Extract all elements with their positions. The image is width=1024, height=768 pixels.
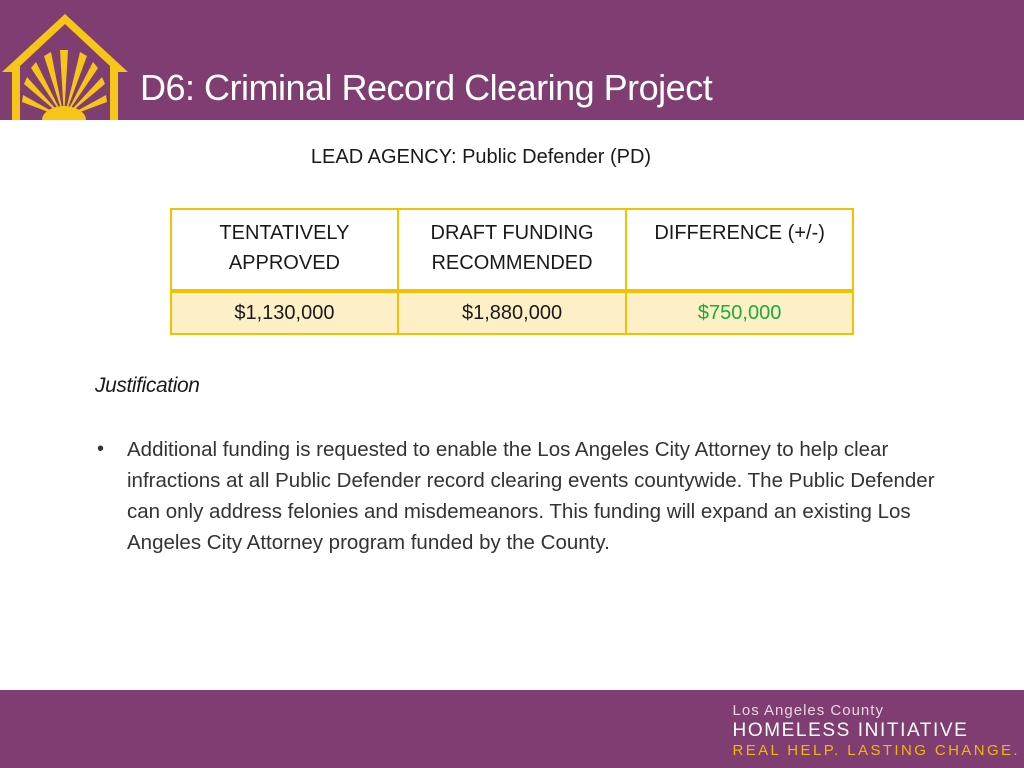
bullet-icon: • (97, 438, 105, 460)
footer-bar (0, 690, 1024, 768)
bullet-text: Additional funding is requested to enable the Los Angeles City Attorney to help clear infractions at all Public Defender record clearing events countywide. The Public Defender can only address felonies and misdemeanors. This funding will expand an existing Los Angeles City Attorney program funded by the County. (127, 438, 935, 554)
sunburst-house-icon (0, 10, 130, 120)
brand-logo (733, 702, 1020, 760)
tentatively-approved-value: $1,130,000 (171, 291, 398, 334)
table-header-row (171, 209, 853, 291)
justification-list (95, 434, 955, 558)
table-row (171, 291, 853, 334)
slide-title: D6: Criminal Record Clearing Project (140, 67, 713, 108)
brand-county: Los Angeles County (732, 702, 884, 719)
difference-value: $750,000 (626, 291, 853, 334)
funding-table (170, 208, 854, 335)
lead-agency: LEAD AGENCY: Public Defender (PD) (310, 146, 652, 168)
header-draft-funding: DRAFT FUNDING RECOMMENDED (398, 209, 626, 291)
justification-heading: Justification (95, 374, 200, 397)
header-bar (0, 0, 1024, 120)
list-item (95, 434, 955, 558)
header-tentatively-approved: TENTATIVELY APPROVED (171, 209, 398, 291)
brand-tagline: REAL HELP. LASTING CHANGE. (732, 742, 1020, 759)
draft-funding-value: $1,880,000 (398, 291, 626, 334)
brand-initiative: HOMELESS INITIATIVE (732, 720, 969, 741)
header-difference: DIFFERENCE (+/-) (626, 209, 853, 291)
